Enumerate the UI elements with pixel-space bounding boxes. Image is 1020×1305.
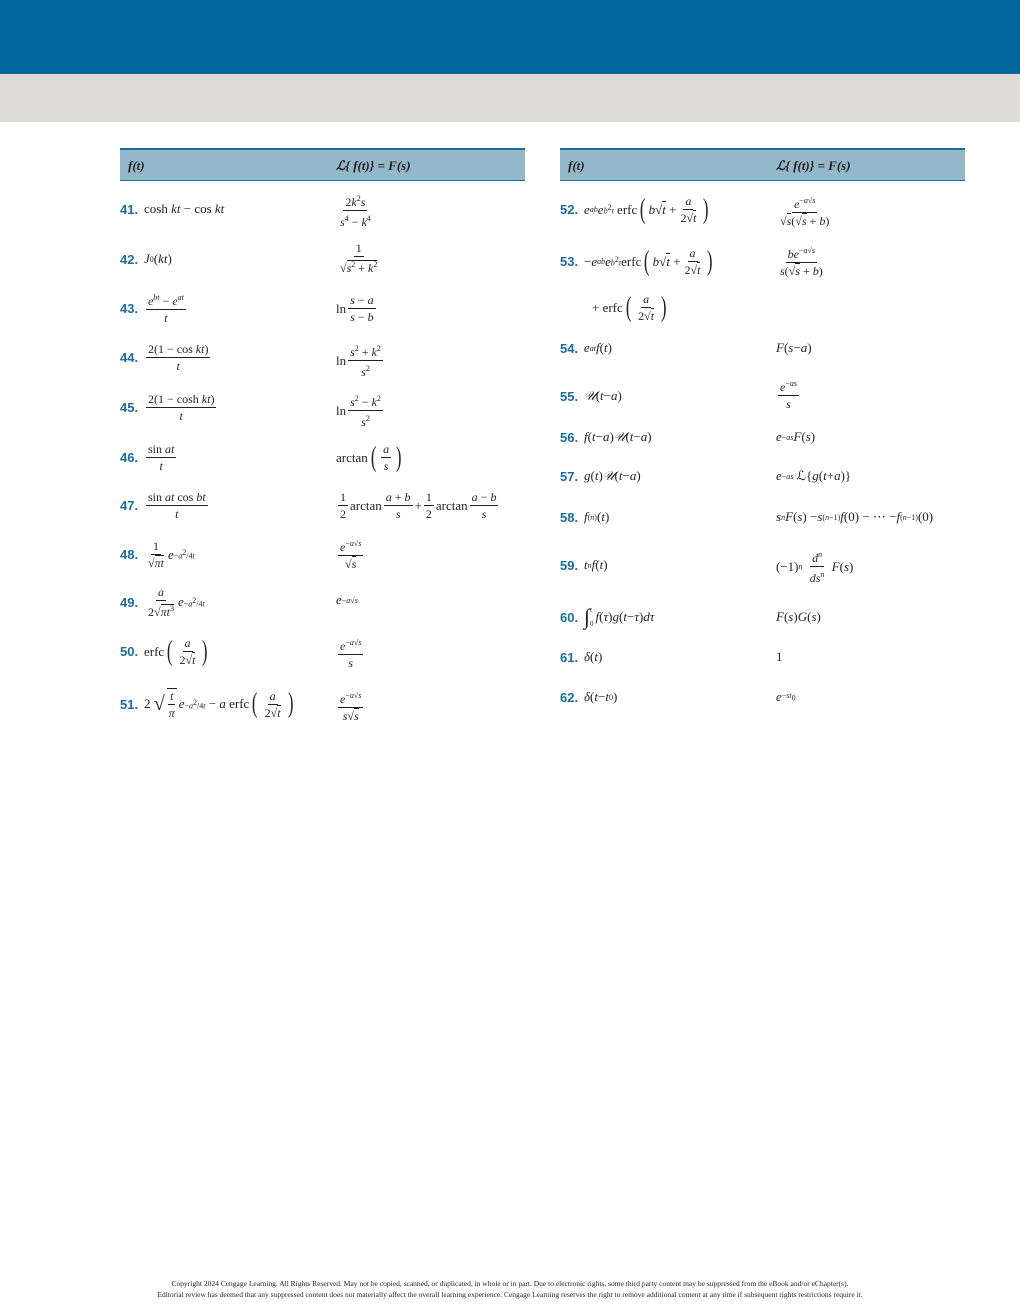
top-banner (0, 0, 1020, 74)
footer-line-1: Copyright 2024 Cengage Learning. All Rights Reserved. May not be copied, scanned, or duplicated, in whole or in part. Due to electronic rights, some third party content may be suppressed from the eBook and/or eChapter(s). (171, 1279, 849, 1288)
row-number: 62. (560, 689, 579, 705)
row-number: 51. (120, 696, 139, 712)
table-header (120, 148, 525, 181)
table-row: 47. $\frac{\text{sin at cos bt}}{t}$ (120, 490, 206, 521)
row-number: 55. (560, 388, 579, 404)
row-number: 46. (120, 450, 139, 465)
row-number: 50. (120, 644, 139, 659)
table-row: 57. g ( t ) 𝒰 ( t − a ) (560, 468, 641, 484)
row-number: 59. (560, 557, 579, 573)
row-number: 48. (120, 547, 139, 562)
sub-banner (0, 74, 1020, 122)
column-header-f: f(t) (128, 158, 145, 173)
table-row: 41. cosh kt − cos kt (120, 201, 225, 217)
table-row: 54. e at f ( t ) (560, 340, 612, 356)
table-row: 49. $\frac{a}{2√\pi t^3}$ e $-a^2/4t$ (120, 585, 205, 619)
table-header (560, 148, 965, 181)
row-number: 57. (560, 468, 579, 484)
row-number: 42. (120, 251, 139, 267)
row-number: 45. (120, 400, 139, 415)
table-row: 59. t n f ( t ) (560, 557, 608, 573)
table-row-continuation: + erfc ( $\frac{a}{2√t}$ ) (592, 291, 667, 323)
row-number: 54. (560, 340, 579, 356)
row-number: 53. (560, 254, 579, 269)
table-row: 45. $\frac{\text{2(1 − cosh kt)}}{t}$ (120, 392, 215, 423)
row-number: 44. (120, 350, 139, 365)
row-number: 60. (560, 609, 579, 625)
row-number: 43. (120, 300, 139, 316)
table-row: 51. 2 √ $\frac{t}{\pi}$ e $-a^2/4t$ − a erfc ( $\frac{a}{2√t}$ ) (120, 688, 294, 720)
laplace-table-left: f(t) ℒ{ f(t)} = F(s) 41. cosh kt − cos kt $\frac{2k^2s}{s^4 - k^4}$ 42. J 0 ( kt ) $\frac{1}{√s^2 + k^2}$ 43. $\frac{e^{bt} - e^{at}}{t}$ ln $\frac{s - a}{s - b}$ 44. $\frac{\text{2(1 − cos kt)}}{t}$ ln $\frac{s^2 + k^2}{s^2}$ 45. $\frac{\text{2(1 − cosh kt)}}{t}$ ln $\frac{s^2 - k^2}{s^2}$ 46. $\frac{\text{sin at}}{t}$ arctan ( $\frac{a}{s}$ ) 47. $\frac{\text{sin at cos bt}}{t}$ $\frac{1}{2}$ arctan $\frac{a + b}{s}$ + $\frac{1}{2}$ arctan $\frac{a - b}{s}$ 48. $\frac{1}{√\pi t}$ e $-a^2/4t$ $\frac{e^{-a√s}}{√s}$ 49. $\frac{a}{2√\pi t^3}$ e $-a^2/4t$ e −a√s 50. erfc ( $\frac{a}{2√t}$ ) $\frac{e^{-a√s}}{s}$ 51. 2 √ $\frac{t}{\pi}$ e $-a^2/4t$ − a erfc ( $\frac{a}{2√t}$ ) $\frac{e^{-a√s}}{s√s}$ (120, 148, 525, 181)
table-row: 61. δ ( t ) (560, 649, 603, 665)
table-row: 56. f ( t − a ) 𝒰 ( t − a ) (560, 429, 652, 445)
table-row: 48. $\frac{1}{√\pi t}$ e $-a^2/4t$ (120, 539, 195, 570)
column-header-f: f(t) (568, 158, 585, 173)
laplace-table-right: f(t) ℒ{ f(t)} = F(s) 52. e ab e $b^2t$ erfc ( b √ t + $\frac{a}{2√t}$ ) $\frac{e^{-a√s}}{√s(√s + b)}$ 53. − e ab e $b^2t$ erfc ( b √ t + $\frac{a}{2√t}$ ) + erfc ( $\frac{a}{2√t}$ ) $\frac{be^{-a√s}}{s(√s + b)}$ 54. e at f ( t ) F ( s − a ) 55. 𝒰 ( t − a ) $\frac{e^{-as}}{s}$ 56. f ( t − a ) 𝒰 ( t − a ) e −as F ( s ) 57. g ( t ) 𝒰 ( t − a ) e −as ℒ{ g ( t + a )} 58. f (n) ( t ) s n F ( s ) − s (n−1) f (0) − ⋯ − f (n−1) (0) 59. t n f ( t ) (−1) n $\frac{d^n}{ds^n}$ F ( s ) 60. ∫ t 0 f ( τ ) g ( t − τ ) dτ F ( s ) G ( s ) 61. δ ( t ) 1 62. δ ( t − t 0 ) e $-st_0$ (560, 148, 965, 181)
column-header-transform: ℒ{ f(t)} = F(s) (336, 158, 411, 173)
table-row: 62. δ ( t − t 0 ) (560, 689, 618, 705)
row-number: 56. (560, 429, 579, 445)
footer-line-2: Editorial review has deemed that any suppressed content does not materially affect the overall learning experience. Cengage Learning reserves the right to remove additional content at any time if subsequent rights restrictions require it. (157, 1290, 863, 1299)
table-row: 53. − e ab e $b^2t$ erfc ( b √ t + $\frac{a}{2√t}$ ) (560, 245, 713, 277)
table-row: 50. erfc ( $\frac{a}{2√t}$ ) (120, 635, 208, 667)
row-number: 41. (120, 201, 139, 217)
table-row: 55. 𝒰 ( t − a ) (560, 388, 622, 404)
table-row: 42. J 0 ( kt ) (120, 251, 172, 267)
table-row: 46. $\frac{\text{sin at}}{t}$ (120, 442, 175, 473)
row-number: 52. (560, 202, 579, 217)
row-number: 58. (560, 509, 579, 525)
row-number: 61. (560, 649, 579, 665)
copyright-footer (0, 1278, 1020, 1300)
column-header-transform: ℒ{ f(t)} = F(s) (776, 158, 851, 173)
table-row: 60. ∫ t 0 f ( τ ) g ( t − τ ) dτ (560, 604, 655, 629)
table-row: 43. $\frac{e^{bt} - e^{at}}{t}$ (120, 293, 184, 325)
table-row: 52. e ab e $b^2t$ erfc ( b √ t + $\frac{a}{2√t}$ ) (560, 193, 709, 225)
table-row: 58. f (n) ( t ) (560, 509, 610, 525)
row-number: 49. (120, 594, 139, 610)
table-row: 44. $\frac{\text{2(1 − cos kt)}}{t}$ (120, 342, 209, 373)
row-number: 47. (120, 498, 139, 513)
